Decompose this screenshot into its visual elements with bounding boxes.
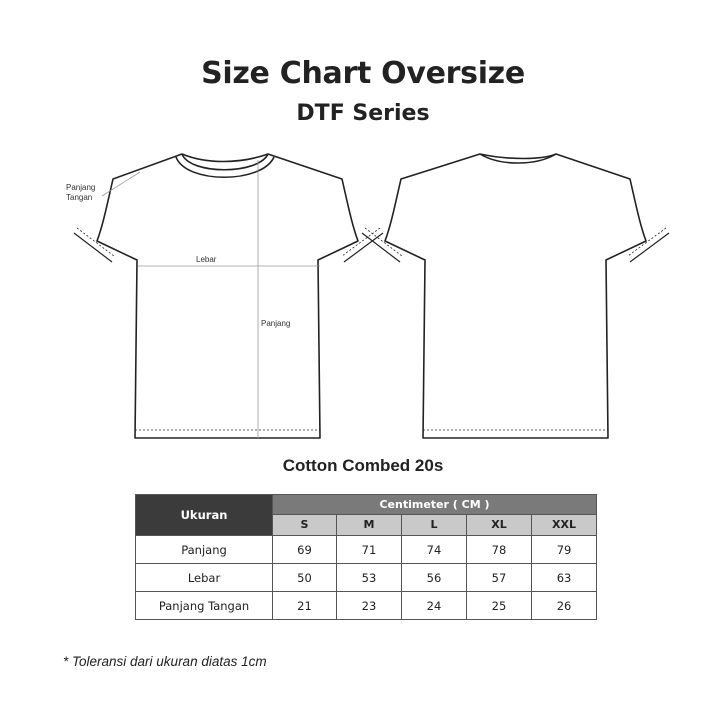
- row-label: Lebar: [136, 564, 273, 592]
- size-column-xxl: XXL: [532, 514, 597, 535]
- table-cell: 79: [532, 536, 597, 564]
- tshirt-diagram: [0, 140, 726, 445]
- table-row-panjang: [136, 536, 597, 564]
- table-cell: 26: [532, 592, 597, 620]
- table-cell: 71: [337, 536, 402, 564]
- width-label: Lebar: [196, 255, 217, 264]
- unit-header: Centimeter ( CM ): [273, 495, 597, 515]
- table-cell: 24: [402, 592, 467, 620]
- table-cell: 50: [273, 564, 337, 592]
- table-cell: 21: [273, 592, 337, 620]
- sleeve-length-label-line1: Panjang: [66, 183, 96, 192]
- table-cell: 56: [402, 564, 467, 592]
- size-column-l: L: [402, 514, 467, 535]
- table-cell: 69: [273, 536, 337, 564]
- sleeve-length-label-line2: Tangan: [66, 193, 93, 202]
- table-cell: 53: [337, 564, 402, 592]
- table-cell: 78: [467, 536, 532, 564]
- table-cell: 74: [402, 536, 467, 564]
- front-tshirt-illustration: [74, 154, 383, 438]
- size-column-xl: XL: [467, 514, 532, 535]
- table-cell: 25: [467, 592, 532, 620]
- length-label: Panjang: [261, 319, 291, 328]
- size-column-s: S: [273, 514, 337, 535]
- row-label: Panjang: [136, 536, 273, 564]
- table-cell: 57: [467, 564, 532, 592]
- row-label: Panjang Tangan: [136, 592, 273, 620]
- table-row-lebar: [136, 564, 597, 592]
- size-table: [135, 494, 597, 620]
- size-column-m: M: [337, 514, 402, 535]
- page-subtitle: DTF Series: [296, 101, 430, 126]
- size-header-label: Ukuran: [136, 495, 273, 536]
- back-tshirt-illustration: [362, 154, 669, 438]
- page-title: Size Chart Oversize: [201, 56, 525, 91]
- table-row-panjang-tangan: [136, 592, 597, 620]
- table-cell: 63: [532, 564, 597, 592]
- tolerance-note: * Toleransi dari ukuran diatas 1cm: [63, 654, 267, 669]
- table-cell: 23: [337, 592, 402, 620]
- material-heading: Cotton Combed 20s: [282, 456, 444, 475]
